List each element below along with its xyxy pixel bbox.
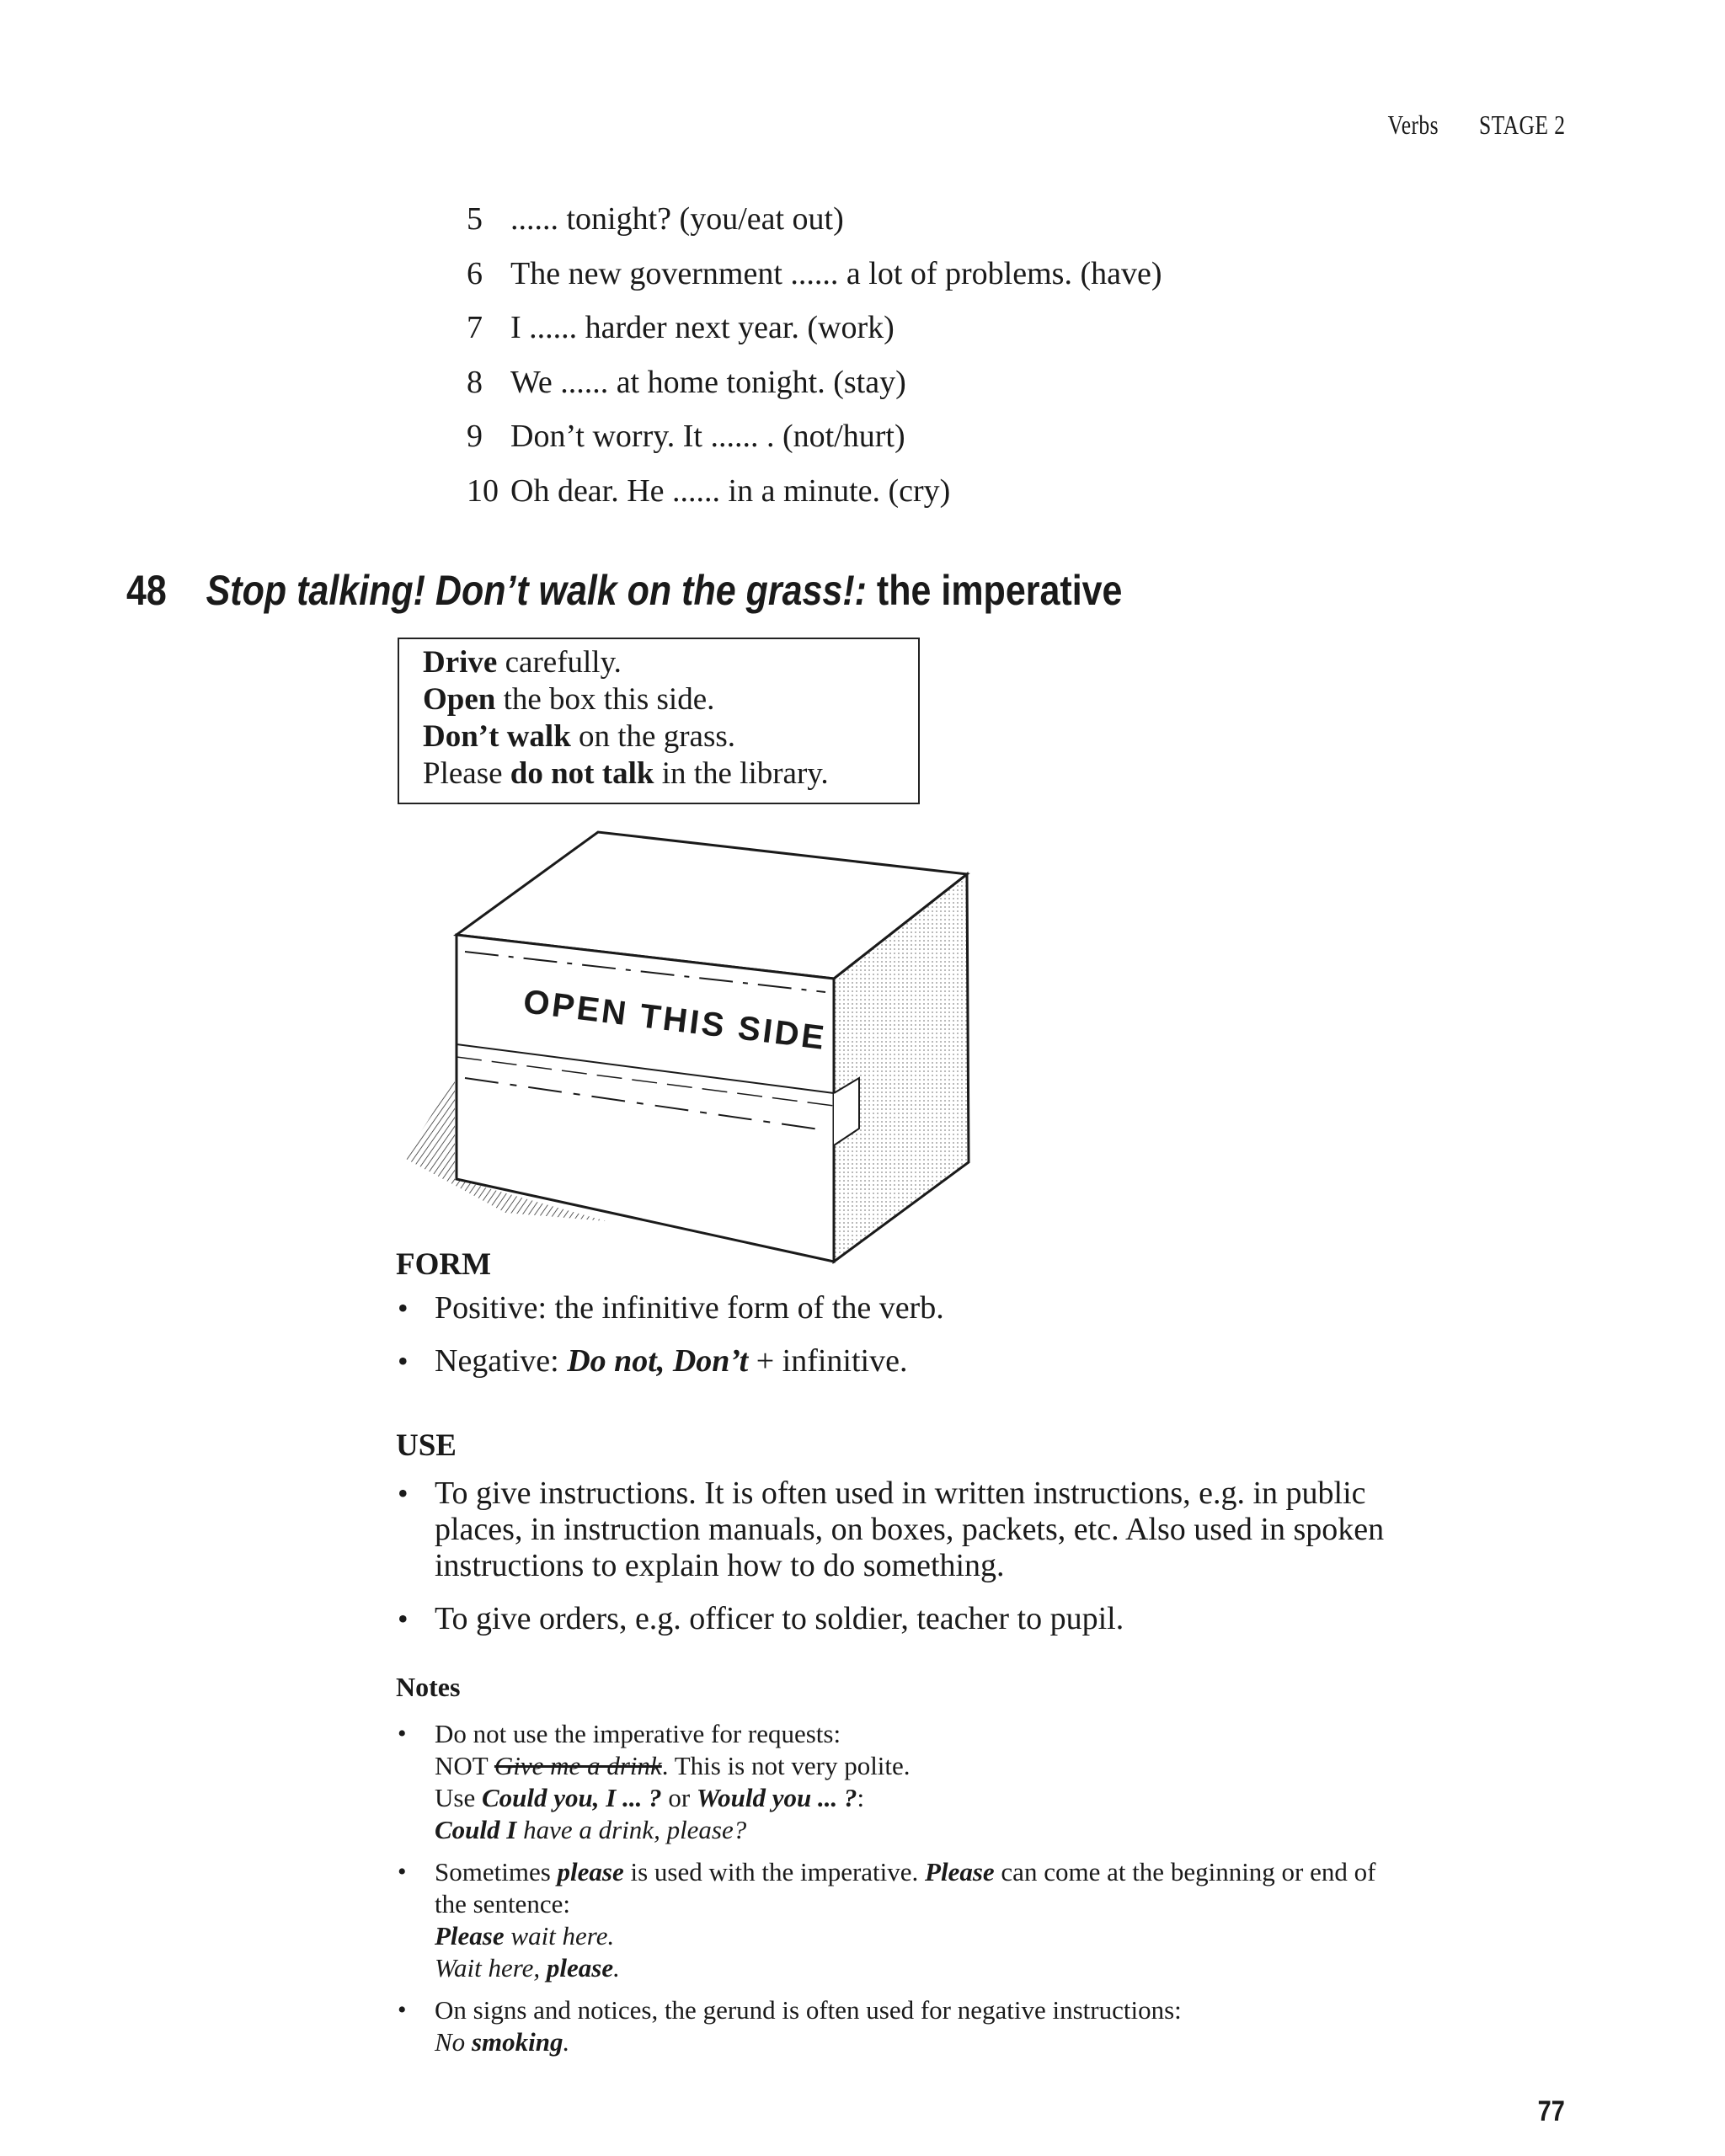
note-item <box>396 1718 1375 1846</box>
example-verb: Open <box>423 682 496 717</box>
example-verb: Drive <box>423 645 498 680</box>
exercise-number: 10 <box>467 472 499 509</box>
exercise-text: Don’t worry. It ...... . (not/hurt) <box>510 419 905 454</box>
example-box <box>398 638 920 804</box>
note-text: Sometimes <box>435 1857 558 1886</box>
note-text: can come at the beginning or end of <box>994 1857 1376 1886</box>
use-line: • To give instructions. It is often used in written instructions, e.g. in public <box>435 1476 1366 1511</box>
use-list <box>396 1476 1384 1637</box>
example-rest: the box this side. <box>495 682 715 717</box>
form-text: Positive: the infinitive form of the verb. <box>435 1290 944 1326</box>
note-bold-italic: Please <box>435 1921 505 1951</box>
form-pre: Negative: <box>435 1343 568 1379</box>
note-line: • On signs and notices, the gerund is often used for negative instructions: <box>435 1995 1182 2025</box>
note-italic: No <box>435 2027 472 2057</box>
exercise-number: 9 <box>467 419 483 454</box>
section-title-rest: the imperative <box>866 567 1123 614</box>
form-item <box>396 1343 944 1380</box>
example-verb: Don’t walk <box>423 719 571 754</box>
example-rest: carefully. <box>497 645 622 680</box>
note-text: is used with the imperative. <box>623 1857 926 1886</box>
exercise-item <box>467 192 1162 247</box>
example-rest: in the library. <box>654 756 829 791</box>
note-line <box>435 2026 1375 2058</box>
note-item <box>396 1994 1375 2058</box>
form-rest: + infinitive. <box>748 1343 908 1379</box>
exercise-text: I ...... harder next year. (work) <box>510 310 895 345</box>
running-head-section: Verbs <box>1387 109 1439 140</box>
note-bold-italic: please <box>557 1857 624 1886</box>
use-item <box>396 1476 1384 1584</box>
note-italic: Wait here, <box>435 1953 547 1983</box>
note-line <box>435 1952 1375 1984</box>
note-item <box>396 1856 1375 1984</box>
exercise-number: 6 <box>467 255 483 291</box>
note-text: or <box>661 1783 697 1812</box>
exercise-item <box>467 409 1162 464</box>
note-line <box>435 1814 1375 1846</box>
exercise-text: ...... tonight? (you/eat out) <box>510 201 844 237</box>
note-italic: . <box>613 1953 620 1983</box>
box-illustration <box>387 825 977 1280</box>
example-line <box>423 681 918 718</box>
form-item <box>396 1290 944 1326</box>
note-text: Use <box>435 1783 482 1812</box>
note-line <box>435 1856 1375 1888</box>
page-number: 77 <box>1537 2095 1565 2127</box>
form-list <box>396 1290 944 1380</box>
use-item <box>396 1601 1384 1637</box>
use-line: places, in instruction manuals, on boxes, packets, etc. Also used in spoken <box>435 1512 1385 1547</box>
note-line <box>435 1920 1375 1952</box>
exercise-item <box>467 247 1162 302</box>
section-number: 48 <box>126 567 167 614</box>
use-line: To give orders, e.g. officer to soldier, teacher to pupil. <box>435 1601 1124 1636</box>
example-verb: do not talk <box>510 756 654 791</box>
note-bold-italic: Could I <box>435 1815 517 1844</box>
example-pre: Please <box>423 756 510 791</box>
note-line: • Do not use the imperative for requests: <box>435 1719 841 1748</box>
note-strikethrough: Give me a drink <box>494 1751 662 1780</box>
exercise-list <box>467 192 1162 518</box>
note-bold-italic: Please <box>925 1857 995 1886</box>
use-line: instructions to explain how to do something. <box>435 1548 1005 1583</box>
note-line: the sentence: <box>435 1889 570 1919</box>
running-head <box>1387 109 1565 141</box>
exercise-text: The new government ...... a lot of problems. (have) <box>510 255 1162 291</box>
notes-heading: Notes <box>396 1672 461 1702</box>
exercise-number: 8 <box>467 364 483 400</box>
exercise-number: 5 <box>467 201 483 237</box>
example-line <box>423 718 918 755</box>
exercise-number: 7 <box>467 310 483 345</box>
note-bold-italic: smoking <box>471 2027 563 2057</box>
section-heading <box>126 566 1122 615</box>
exercise-item <box>467 301 1162 355</box>
form-bi: Do not, Don’t <box>567 1343 749 1379</box>
notes-list <box>396 1718 1375 2068</box>
note-bold-italic: please <box>546 1953 614 1983</box>
example-line <box>423 755 918 792</box>
note-text: . This is not very polite. <box>661 1751 911 1780</box>
exercise-item <box>467 355 1162 410</box>
note-italic: wait here. <box>504 1921 615 1951</box>
note-text: NOT <box>435 1751 494 1780</box>
note-italic: have a drink, please? <box>516 1815 747 1844</box>
box-label: OPEN THIS SIDE <box>521 983 829 1058</box>
running-head-stage: STAGE 2 <box>1478 109 1565 140</box>
note-line <box>435 1782 1375 1814</box>
example-line <box>423 644 918 681</box>
exercise-text: We ...... at home tonight. (stay) <box>510 364 906 400</box>
note-line <box>435 1750 1375 1782</box>
exercise-item <box>467 464 1162 519</box>
section-title-italic: Stop talking! Don’t walk on the grass!: <box>206 567 867 614</box>
form-heading: FORM <box>396 1247 492 1282</box>
example-rest: on the grass. <box>570 719 736 754</box>
note-bold-italic: Could you, I ... ? <box>481 1783 662 1812</box>
note-text: : <box>857 1783 865 1812</box>
exercise-text: Oh dear. He ...... in a minute. (cry) <box>510 472 951 509</box>
note-italic: . <box>563 2027 570 2057</box>
use-heading: USE <box>396 1428 457 1463</box>
note-bold-italic: Would you ... ? <box>696 1783 857 1812</box>
